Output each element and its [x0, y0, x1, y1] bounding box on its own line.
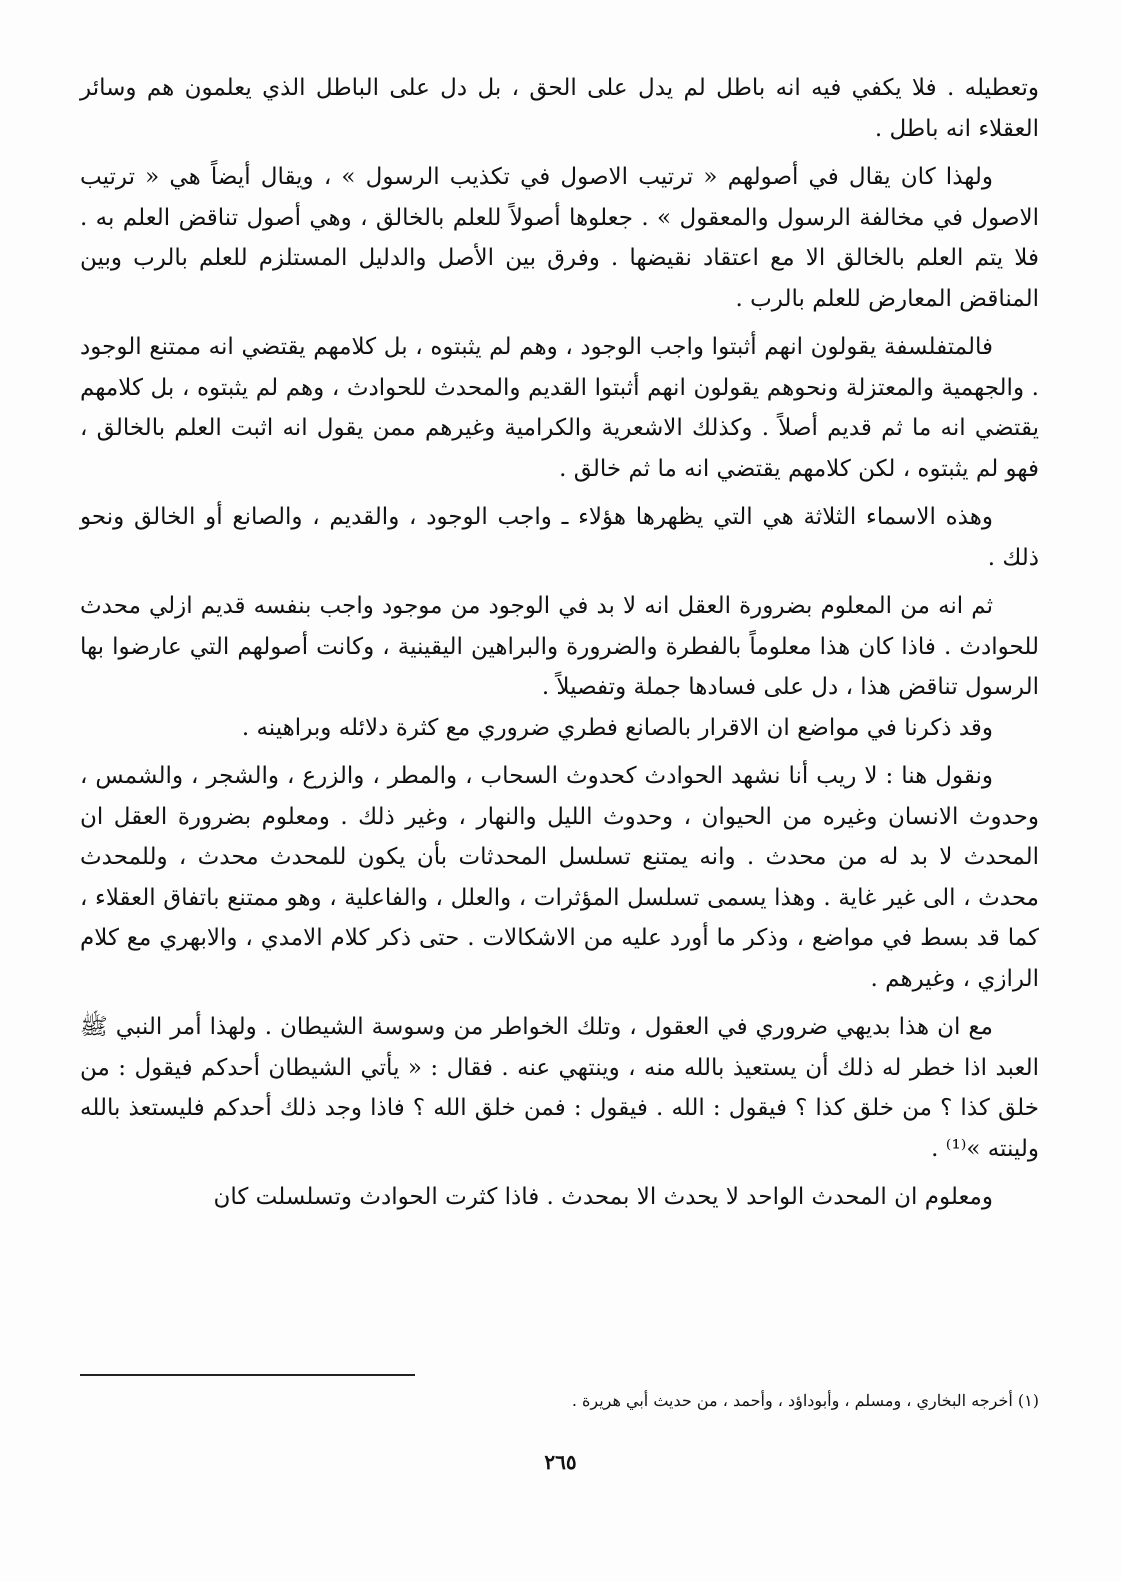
footnote: (١) أخرجه البخاري ، ومسلم ، وأبوداؤد ، وأحمد ، من حديث أبي هريرة .	[571, 1391, 1039, 1410]
paragraph: مع ان هذا بديهي ضروري في العقول ، وتلك الخواطر من وسوسة الشيطان . ولهذا أمر النبي ﷺ العبد اذا خطر له ذلك أن يستعيذ بالله منه ، وينتهي عنه . فقال : « يأتي الشيطان أحدكم فيقول : من خلق كذا ؟ من خلق كذا ؟ فيقول : الله . فيقول : فمن خلق الله ؟ فاذا وجد ذلك أحدكم فليستعذ بالله ولينته »⁽¹⁾ .	[80, 1014, 1039, 1162]
paragraph: ثم انه من المعلوم بضرورة العقل انه لا بد في الوجود من موجود واجب بنفسه قديم ازلي محدث للحوادث . فاذا كان هذا معلوماً بالفطرة والضرورة والبراهين اليقينية ، وكانت أصولهم التي عارضوا بها الرسول تناقض هذا ، دل على فسادها جملة وتفصيلاً .	[80, 593, 1039, 700]
footnote-divider	[80, 1374, 415, 1376]
paragraph: ونقول هنا : لا ريب أنا نشهد الحوادث كحدوث السحاب ، والمطر ، والزرع ، والشجر ، والشمس ، وحدوث الانسان وغيره من الحيوان ، وحدوث الليل والنهار ، وغير ذلك . ومعلوم بضرورة العقل ان المحدث لا بد له من محدث . وانه يمتنع تسلسل المحدثات بأن يكون للمحدث محدث ، وللمحدث محدث ، الى غير غاية . وهذا يسمى تسلسل المؤثرات ، والعلل ، والفاعلية ، وهو ممتنع باتفاق العقلاء ، كما قد بسط في مواضع ، وذكر ما أورد عليه من الاشكالات . حتى ذكر كلام الامدي ، والابهري مع كلام الرازي ، وغيرهم .	[80, 763, 1039, 992]
paragraph: وتعطيله . فلا يكفي فيه انه باطل لم يدل على الحق ، بل دل على الباطل الذي يعلمون هم وسائر العقلاء انه باطل .	[80, 75, 1039, 142]
paragraph: وهذه الاسماء الثلاثة هي التي يظهرها هؤلاء ـ واجب الوجود ، والقديم ، والصانع أو الخالق ونحو ذلك .	[80, 504, 1039, 571]
page-number: ٢٦٥	[544, 1450, 577, 1474]
paragraph: ولهذا كان يقال في أصولهم « ترتيب الاصول في تكذيب الرسول » ، ويقال أيضاً هي « ترتيب الاصول في مخالفة الرسول والمعقول » . جعلوها أصولاً للعلم بالخالق ، وهي أصول تناقض العلم به . فلا يتم العلم بالخالق الا مع اعتقاد نقيضها . وفرق بين الأصل والدليل المستلزم للعلم بالرب وبين المناقض المعارض للعلم بالرب .	[80, 164, 1039, 312]
main-text	[80, 68, 1039, 1226]
paragraph: ومعلوم ان المحدث الواحد لا يحدث الا بمحدث . فاذا كثرت الحوادث وتسلسلت كان	[213, 1184, 993, 1210]
paragraph: فالمتفلسفة يقولون انهم أثبتوا واجب الوجود ، وهم لم يثبتوه ، بل كلامهم يقتضي انه ممتنع الوجود . والجهمية والمعتزلة ونحوهم يقولون انهم أثبتوا القديم والمحدث للحوادث ، وهم لم يثبتوه ، بل كلامهم يقتضي انه ما ثم قديم أصلاً . وكذلك الاشعرية والكرامية وغيرهم ممن يقول انه اثبت العلم بالخالق ، فهو لم يثبتوه ، لكن كلامهم يقتضي انه ما ثم خالق .	[80, 334, 1039, 482]
paragraph: وقد ذكرنا في مواضع ان الاقرار بالصانع فطري ضروري مع كثرة دلائله وبراهينه .	[241, 714, 993, 741]
